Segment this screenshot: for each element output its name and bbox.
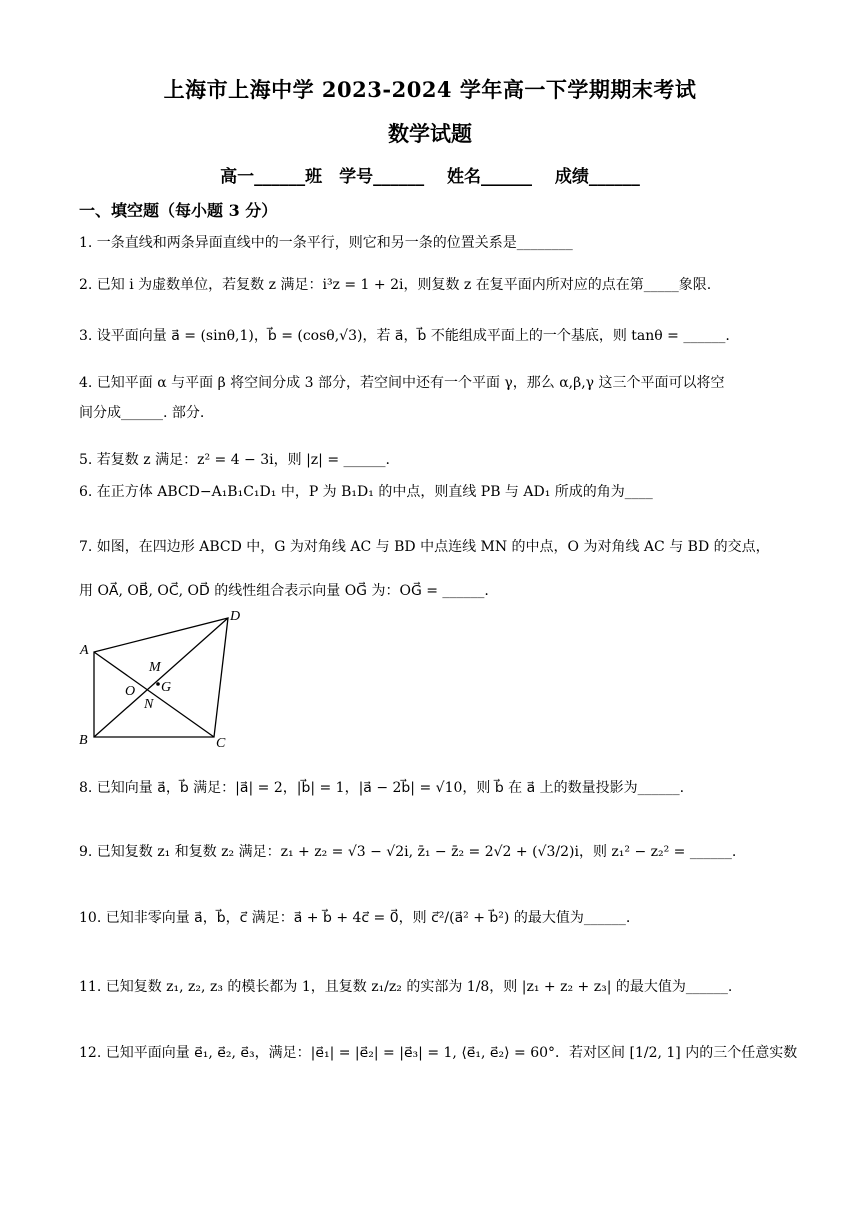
question-8 (79, 778, 791, 798)
label-b: B (79, 733, 88, 748)
question-text: 10. 已知非零向量 a⃗，b⃗，c⃗ 满足：a⃗ + b⃗ + 4c⃗ = 0⃗，则 c⃗²/(a⃗² + b⃗²) 的最大值为______. (79, 910, 631, 926)
question-12 (79, 1043, 798, 1063)
label-m: M (149, 660, 161, 675)
question-text: 12. 已知平面向量 e⃗₁, e⃗₂, e⃗₃，满足：|e⃗₁| = |e⃗₂| = |e⃗₃| = 1, ⟨e⃗₁, e⃗₂⟩ = 60°．若对区间 [1/2, 1] 内的三个任意实数 (79, 1045, 798, 1061)
question-text: 9. 已知复数 z₁ 和复数 z₂ 满足：z₁ + z₂ = √3 − √2i, z̄₁ − z̄₂ = 2√2 + (√3/2)i，则 z₁² − z₂² = ______. (79, 844, 737, 860)
question-9 (79, 842, 791, 862)
question-2 (79, 275, 791, 295)
label-o: O (125, 684, 136, 699)
label-n: N (144, 697, 154, 712)
question-text: 6. 在正方体 ABCD−A₁B₁C₁D₁ 中，P 为 B₁D₁ 的中点，则直线 PB 与 AD₁ 所成的角为____ (79, 484, 653, 500)
question-3 (79, 326, 791, 346)
question-7 (79, 525, 791, 613)
question-1 (79, 233, 791, 253)
question-text: 4. 已知平面 α 与平面 β 将空间分成 3 部分，若空间中还有一个平面 γ，那么 α,β,γ 这三个平面可以将空 (79, 375, 725, 391)
page-subtitle: 数学试题 (388, 121, 472, 146)
question-4 (79, 368, 791, 428)
question-continuation: 间分成______. 部分. (79, 405, 205, 421)
section-heading: 一、填空题（每小题 3 分） (79, 201, 278, 220)
point-g (156, 682, 160, 686)
label-c: C (216, 736, 226, 749)
label-g: G (161, 680, 172, 695)
question-text: 1. 一条直线和两条异面直线中的一条平行，则它和另一条的位置关系是________ (79, 235, 573, 251)
question-text: 2. 已知 i 为虚数单位，若复数 z 满足：i³z = 1 + 2i，则复数 z 在复平面内所对应的点在第_____象限. (79, 277, 712, 293)
diagonal-bd (94, 618, 228, 737)
question-text: 11. 已知复数 z₁, z₂, z₃ 的模长都为 1，且复数 z₁/z₂ 的实部为 1/8，则 |z₁ + z₂ + z₃| 的最大值为______. (79, 979, 733, 995)
student-info-line: 高一______班 学号______ 姓名______ 成绩______ (220, 167, 640, 187)
question-text: 7. 如图，在四边形 ABCD 中，G 为对角线 AC 与 BD 中点连线 MN 的中点，O 为对角线 AC 与 BD 的交点， (79, 539, 770, 555)
question-text: 5. 若复数 z 满足：z² = 4 − 3i，则 |z| = ______. (79, 452, 390, 468)
question-6 (79, 482, 791, 502)
question-5 (79, 450, 791, 470)
question-text: 8. 已知向量 a⃗，b⃗ 满足：|a⃗| = 2，|b⃗| = 1，|a⃗ − 2b⃗| = √10，则 b⃗ 在 a⃗ 上的数量投影为______. (79, 780, 685, 796)
page-title: 上海市上海中学 2023-2024 学年高一下学期期末考试 (163, 77, 697, 102)
question-10 (79, 908, 791, 928)
label-d: D (230, 609, 241, 624)
quadrilateral-figure (74, 604, 244, 749)
question-11 (79, 977, 791, 997)
question-continuation: 用 OA⃗, OB⃗, OC⃗, OD⃗ 的线性组合表示向量 OG⃗ 为：OG⃗ = ______. (79, 583, 489, 599)
label-a: A (80, 643, 89, 658)
question-text: 3. 设平面向量 a⃗ = (sinθ,1)，b⃗ = (cosθ,√3)，若 a⃗，b⃗ 不能组成平面上的一个基底，则 tanθ = ______. (79, 328, 730, 344)
